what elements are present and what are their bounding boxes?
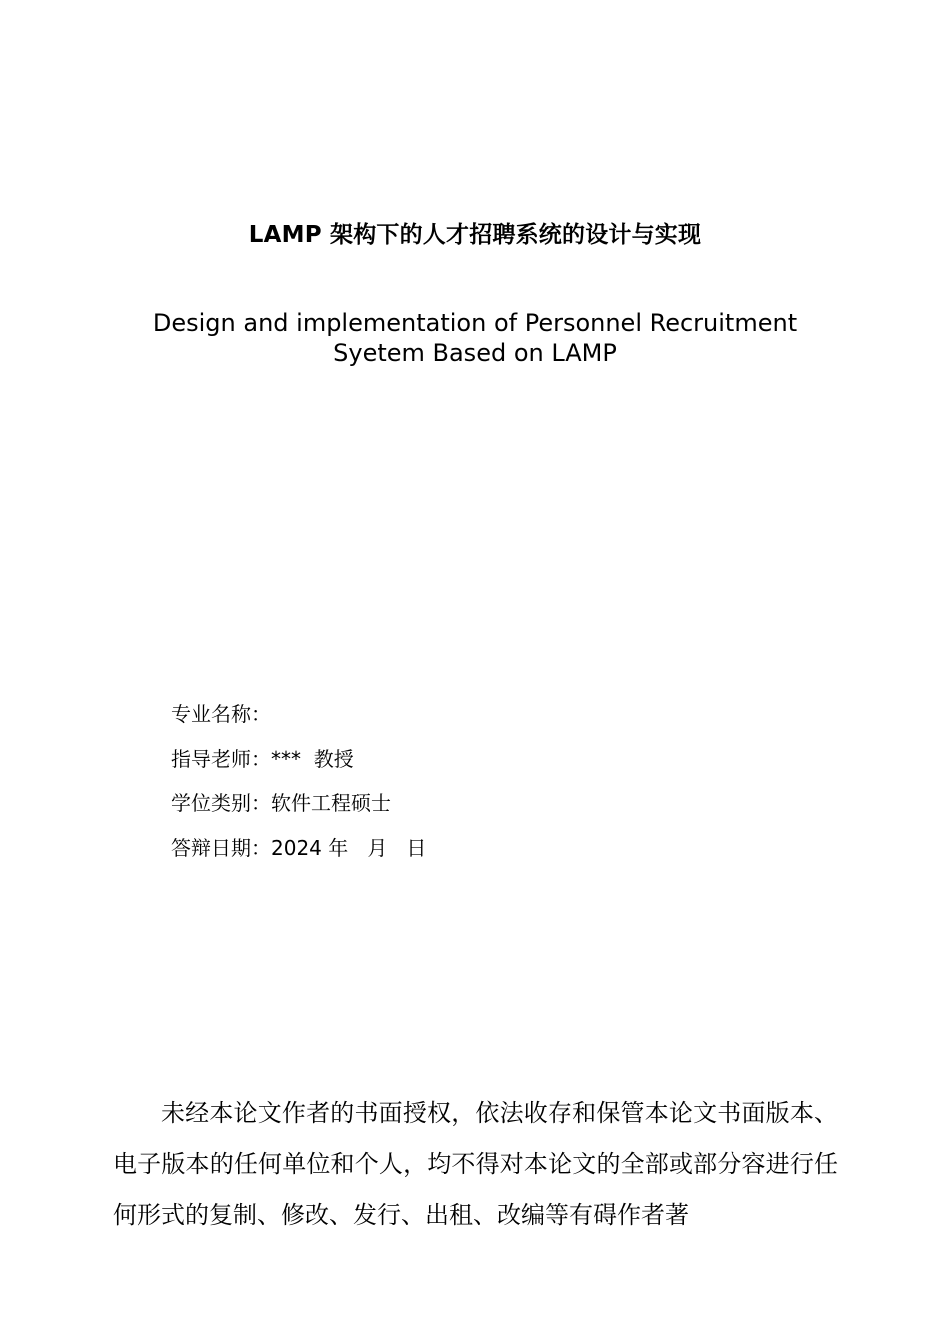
thesis-info-block [171, 698, 426, 876]
degree-row [171, 787, 426, 832]
degree-value: 软件工程硕士 [271, 791, 391, 815]
english-title-line-1: Design and implementation of Personnel Recruitment [152, 309, 798, 337]
advisor-value: *** 教授 [271, 746, 354, 771]
chinese-title: LAMP 架构下的人才招聘系统的设计与实现 [248, 222, 702, 248]
major-label: 专业名称： [171, 702, 271, 726]
major-row [171, 698, 426, 743]
english-title-line-2: Syetem Based on LAMP [333, 339, 617, 367]
advisor-label: 指导老师： [171, 746, 271, 771]
advisor-row [171, 743, 426, 788]
english-title [120, 308, 830, 368]
copyright-declaration: 未经本论文作者的书面授权，依法收存和保管本论文书面版本、电子版本的任何单位和个人，均不得对本论文的全部或部分容进行任何形式的复制、修改、发行、出租、改编等有碍作者著 [113, 1099, 838, 1229]
degree-label: 学位类别： [171, 791, 271, 815]
defense-date-label: 答辩日期： [171, 835, 271, 860]
defense-date-value: 2024 年 月 日 [271, 835, 427, 860]
defense-date-row [171, 832, 426, 877]
